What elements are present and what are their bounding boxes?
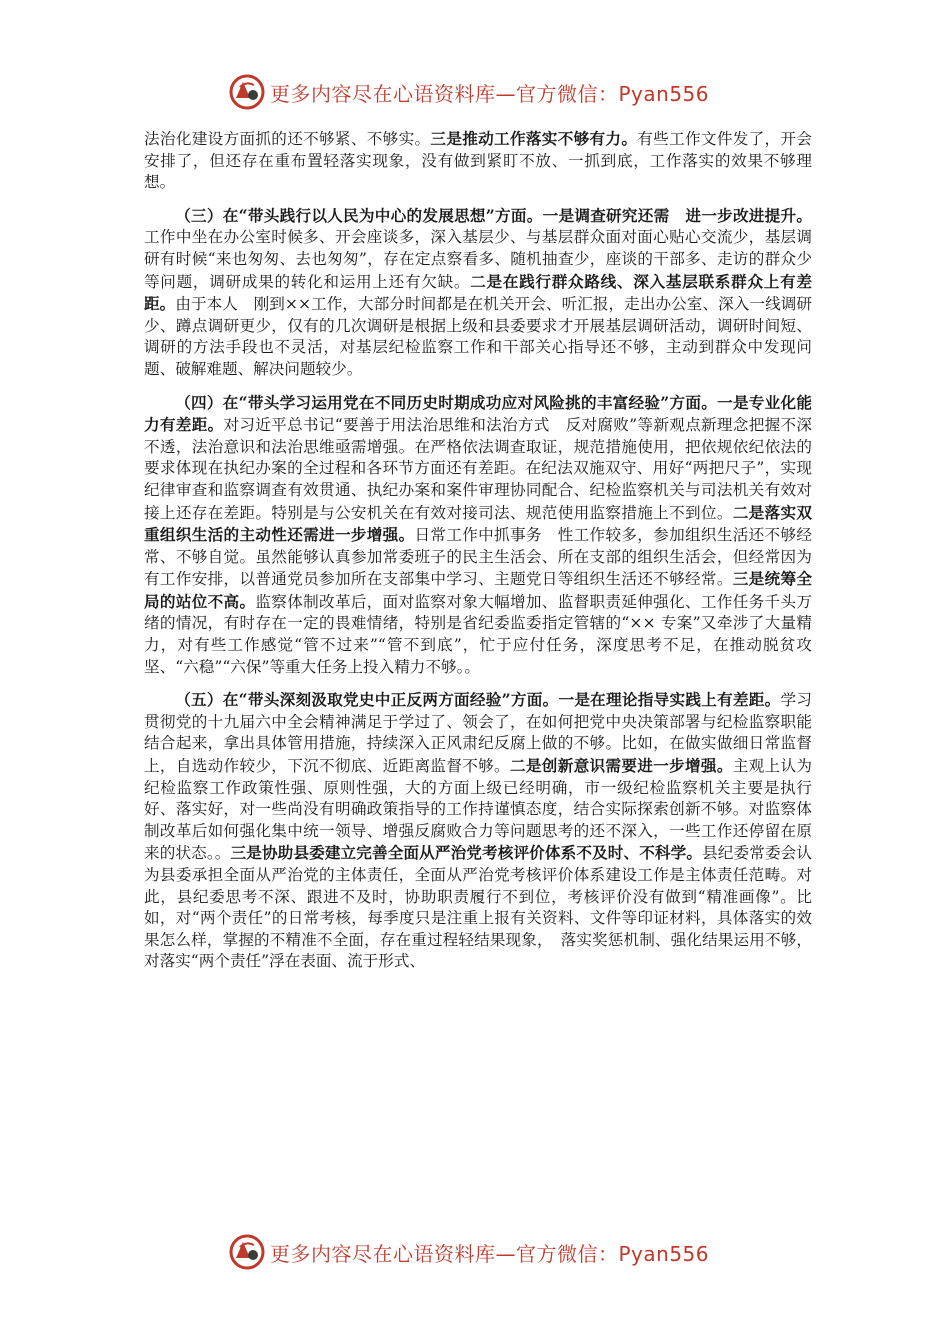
text-run: 对习近平总书记“要善于用法治思维和法治方式 反对腐败”等新观点新理念把握不深不透，法治意识和法治思维亟需增强。在严格依法调查取证，规范措施使用，把依规依纪依法的要求体现在执纪办案的全过程和各环节方面还有差距。在纪法双施双守、用好“两把尺子”，实现纪律审查和监察调查有效贯通、执纪办案和案件审理协同配合、纪检监察机关与司法机关有效对接上还存在差距。特别是与公安机关在有效对接司法、规范使用监察措施上不到位。 (144, 416, 812, 522)
paragraph (144, 689, 812, 973)
bold-run: （三）在“带头践行以人民为中心的发展思想”方面。一是调查研究还需 进一步改进提升。 (175, 205, 812, 225)
footer-banner (228, 1232, 728, 1272)
header-banner (228, 72, 728, 112)
bold-run: 二是落实双重组织生活的主动性还需进一步增强。 (144, 502, 812, 545)
bold-run: （五）在“带头深刻汲取党史中正反两方面经验”方面。一是在理论指导实践上有差距。 (175, 690, 781, 710)
seal-logo-icon (228, 73, 266, 111)
paragraph (144, 128, 812, 194)
paragraph (144, 205, 812, 381)
text-run: 县纪委常委会认为县委承担全面从严治党的主体责任，全面从严治党考核评价体系建设工作是主体责任范畴。对此，县纪委思考不深、跟进不及时，协助职责履行不到位，考核评价没有做到“精准画像”。比如，对“两个责任”的日常考核，每季度只是注重上报有关资料、文件等印证材料，具体落实的效果怎么样，掌握的不精准不全面，存在重过程轻结果现象， 落实奖惩机制、强化结果运用不够，对落实“两个责任”浮在表面、流于形式、 (144, 844, 812, 971)
bold-run: 三是推动工作落实不够有力。 (430, 129, 638, 148)
text-run: 学习贯彻党的十九届六中全会精神满足于学过了、领会了，在如何把党中央决策部署与纪检监察职能结合起来，拿出具体管用措施，持续深入正风肃纪反腐上做的不够。比如，在做实做细日常监督上，自选动作较少，下沉不彻底、近距离监督不够。 (144, 691, 812, 776)
text-run: 由于本人 刚到××工作，大部分时间都是在机关开会、听汇报，走出办公室、深入一线调研少、蹲点调研更少，仅有的几次调研是根据上级和县委要求才开展基层调研活动，调研时间短、调研的方法手段也不灵活，对基层纪检监察工作和干部关心指导还不够，主动到群众中发现问题、破解难题、解决问题较少。 (144, 295, 812, 378)
text-run: 工作中坐在办公室时候多、开会座谈多，深入基层少、与基层群众面对面心贴心交流少，基层调研有时候“来也匆匆、去也匆匆”，存在定点察看多、随机抽查少，座谈的干部多、走访的群众少等问题，调研成果的转化和运用上还有欠缺。 (144, 228, 812, 291)
text-run: 法治化建设方面抓的还不够紧、不够实。 (144, 130, 431, 148)
bold-run: 二是在践行群众路线、深入基层联系群众上有差距。 (144, 271, 812, 314)
bold-run: 二是创新意识需要进一步增强。 (509, 756, 733, 776)
paragraph (144, 392, 812, 679)
bold-run: 三是协助县委建立完善全面从严治党考核评价体系不及时、不科学。 (230, 843, 703, 863)
bold-run: 三是统筹全局的站位不高。 (144, 569, 812, 611)
footer-banner-text: 更多内容尽在心语资料库—官方微信：Pyan556 (270, 1241, 710, 1266)
bold-run: （四）在“带头学习运用党在不同历史时期成功应对风险挑的丰富经验”方面。一是专业化能力有差距。 (144, 392, 812, 435)
text-run: 有些工作文件发了，开会安排了，但还存在重布置轻落实现象，没有做到紧盯不放、一抓到底，工作落实的效果不够理想。 (144, 130, 812, 192)
text-run: 监察体制改革后，面对监察对象大幅增加、监督职责延伸强化、工作任务千头万绪的情况，有时存在一定的畏难情绪，特别是省纪委监委指定管辖的“×× 专案”又牵涉了大量精力，对有些工作感觉“管不过来”“管不到底”，忙于应付任务，深度思考不足，在推动脱贫攻坚、“六稳”“六保”等重大任务上投入精力不够。。 (144, 592, 812, 676)
text-run: 主观上认为纪检监察工作政策性强、原则性强，大的方面上级已经明确，市一级纪检监察机关主要是执行好、落实好，对一些尚没有明确政策指导的工作持谨慎态度，结合实际探索创新不够。对监察体制改革后如何强化集中统一领导、增强反腐败合力等问题思考的还不深入，一些工作还停留在原来的状态。。 (144, 757, 812, 863)
document-body (144, 128, 812, 973)
text-run: 日常工作中抓事务 性工作较多，参加组织生活还不够经常、不够自觉。虽然能够认真参加常委班子的民主生活会、所在支部的组织生活会，但经常因为有工作安排，以普通党员参加所在支部集中学习、主题党日等组织生活还不够经常。 (144, 526, 812, 589)
seal-logo-icon (228, 1233, 266, 1271)
header-banner-text: 更多内容尽在心语资料库—官方微信：Pyan556 (270, 81, 710, 106)
